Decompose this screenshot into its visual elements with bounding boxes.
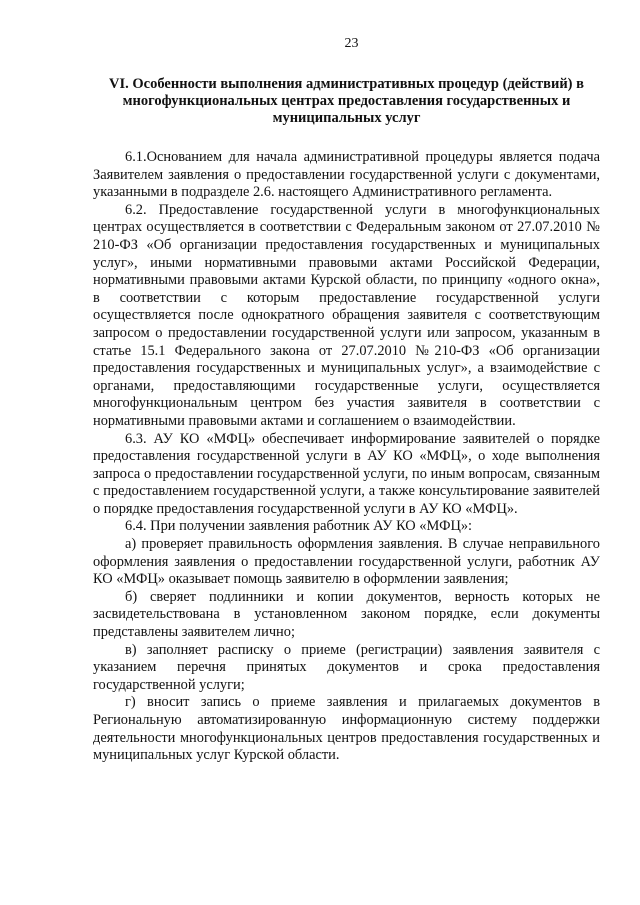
page-number: 23 — [344, 36, 359, 51]
paragraph-6-2: 6.2. Предоставление государственной услуги в многофункциональных центрах осуществляется в соответствии с Федеральным законом от 27.07.2010 № 210-ФЗ «Об организации предоставления государственных и муниципальных услуг», иными нормативными правовыми актами Российской Федерации, нормативными правовыми актами Курской области, по принципу «одного окна», в соответствии с которым предоставление государственной услуги осуществляется после однократного обращения заявителя с соответствующим запросом о предоставлении государственной услуги или запросом, указанным в статье 15.1 Федерального закона от 27.07.2010 №210-ФЗ «Об организации предоставления государственных и муниципальных услуг», а взаимодействие с органами, предоставляющими государственные услуги, осуществляется многофункциональным центром без участия заявителя в соответствии с нормативными правовыми актами и соглашением о взаимодействии. — [93, 201, 600, 429]
section-title-line-2: многофункциональных центрах предоставления государственных и — [122, 93, 571, 109]
paragraph-6-4-g: г) вносит запись о приеме заявления и прилагаемых документов в Региональную автоматизированную информационную систему поддержки деятельности многофункциональных центров предоставления государственных и муниципальных услуг Курской области. — [93, 694, 600, 764]
paragraph-6-4-a: а) проверяет правильность оформления заявления. В случае неправильного оформления заявления о предоставлении государственной услуги, работник АУ КО «МФЦ» оказывает помощь заявителю в оформлении заявления; — [93, 536, 600, 588]
paragraph-6-4-v: в) заполняет расписку о приеме (регистрации) заявления заявителя с указанием перечня принятых документов и срока предоставления государственной услуги; — [93, 641, 600, 693]
section-title-line-1: VI. Особенности выполнения административных процедур (действий) в — [109, 76, 584, 92]
paragraph-6-3: 6.3. АУ КО «МФЦ» обеспечивает информирование заявителей о порядке предоставления государственной услуги в АУ КО «МФЦ», о ходе выполнения запроса о предоставлении государственной услуги, по иным вопросам, связанным с предоставлением государственной услуги, а также консультирование заявителей о порядке предоставления государственной услуги в АУ КО «МФЦ». — [93, 430, 600, 517]
paragraph-6-4: 6.4. При получении заявления работник АУ КО «МФЦ»: — [125, 518, 473, 535]
section-title-line-3: муниципальных услуг — [272, 110, 421, 126]
section-title — [93, 76, 600, 127]
paragraph-6-4-b: б) сверяет подлинники и копии документов, верность которых не засвидетельствована в установленном законом порядке, если документы представлены заявителем лично; — [93, 588, 600, 641]
document-body — [93, 149, 600, 765]
paragraph-6-1: 6.1.Основанием для начала административной процедуры является подача Заявителем заявления о предоставлении государственной услуги с документами, указанными в подразделе 2.6. настоящего Административного регламента. — [93, 149, 600, 201]
